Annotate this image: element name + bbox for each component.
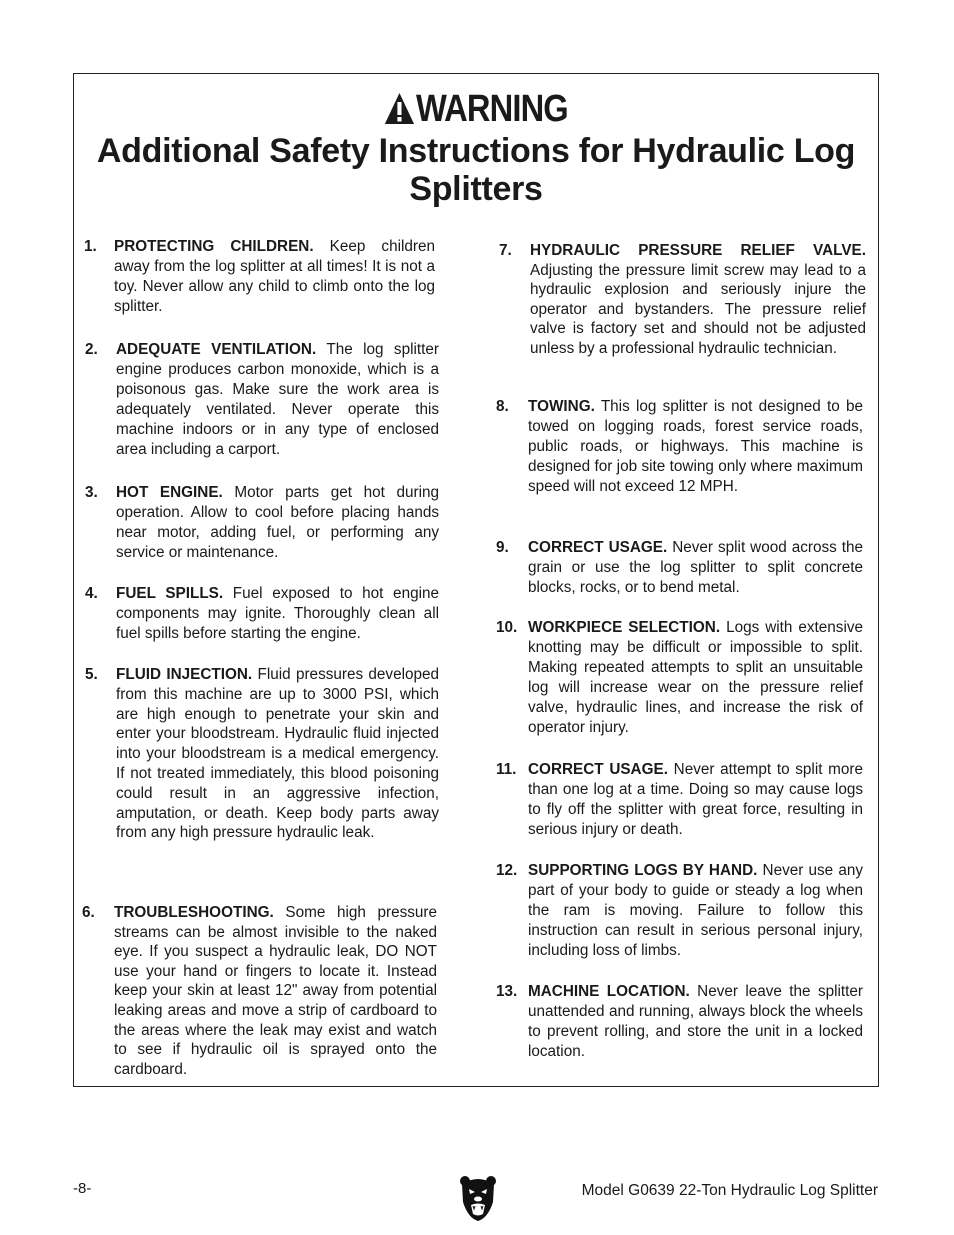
item-label: PROTECTING CHILDREN. bbox=[114, 238, 314, 255]
bear-logo-icon bbox=[458, 1172, 498, 1222]
item-label: FUEL SPILLS. bbox=[116, 585, 224, 602]
item-text: Keep children away from the log splitter at all times! It is not a toy. Never allow any child to climb onto the log splitter. bbox=[114, 238, 435, 316]
item-number: 1. bbox=[84, 238, 97, 255]
item-number: 3. bbox=[85, 484, 98, 501]
item-number: 6. bbox=[82, 904, 95, 921]
item-number: 13. bbox=[496, 983, 518, 1000]
item-label: FLUID INJECTION. bbox=[116, 666, 253, 683]
item-text: Never split wood across the grain or use the log splitter to split concrete blocks, rocks, or to bend metal. bbox=[528, 539, 863, 597]
item-text: Never attempt to split more than one log at a time. Doing so may cause logs to fly off the splitter with great force, resulting in serious injury or death. bbox=[528, 761, 864, 839]
item-text: Fuel exposed to hot engine components may ignite. Thoroughly clean all fuel spills before starting the engine. bbox=[116, 585, 439, 643]
model-name: Model G0639 22-Ton Hydraulic Log Splitter bbox=[581, 1182, 878, 1199]
item-number: 2. bbox=[85, 341, 98, 358]
item-label: ADEQUATE VENTILATION. bbox=[116, 341, 317, 358]
item-number: 10. bbox=[496, 619, 518, 636]
item-label: SUPPORTING LOGS BY HAND. bbox=[528, 862, 758, 879]
item-number: 8. bbox=[496, 398, 509, 415]
item-number: 5. bbox=[85, 666, 98, 683]
warning-triangle-icon bbox=[384, 92, 415, 125]
item-number: 4. bbox=[85, 585, 98, 602]
item-text: Fluid pressures developed from this machine are up to 3000 PSI, which are high enough to penetrate your skin and enter your bloodstream. Hydraulic fluid injected into your bloodstream is a medical emergency. If not treated immediately, this blood poisoning could result in an aggressive infection, amputation, or death. Keep body parts away from any high pressure hydraulic leak. bbox=[116, 666, 440, 842]
warning-box bbox=[73, 73, 879, 1087]
item-label: MACHINE LOCATION. bbox=[528, 983, 690, 1000]
page-title: Additional Safety Instructions for Hydraulic Log Splitters bbox=[96, 132, 856, 208]
item-label: WORKPIECE SELECTION. bbox=[528, 619, 721, 636]
item-number: 9. bbox=[496, 539, 509, 556]
item-number: 12. bbox=[496, 862, 518, 879]
item-text: Logs with extensive knotting may be difficult or impossible to split. Making repeated attempts to split an unsuitable log will increase wear on the pressure relief valve, hydraulic lines, and increase the risk of operator injury. bbox=[528, 619, 863, 737]
item-label: TOWING. bbox=[528, 398, 595, 415]
item-label: CORRECT USAGE. bbox=[528, 539, 668, 556]
item-label: TROUBLESHOOTING. bbox=[114, 904, 274, 921]
item-text: Motor parts get hot during operation. Allow to cool before placing hands near motor, adding fuel, or performing any service or maintenance. bbox=[116, 484, 439, 562]
item-label: HYDRAULIC PRESSURE RELIEF VALVE. bbox=[530, 242, 866, 259]
page-number: -8- bbox=[73, 1180, 92, 1197]
item-label: CORRECT USAGE. bbox=[528, 761, 668, 778]
item-text: Some high pressure streams can be almost invisible to the naked eye. If you suspect a hydraulic leak, DO NOT use your hand or fingers to locate it. Instead keep your skin at least 12" away from potential leaking areas and move a strip of cardboard to the areas where the leak may exist and watch to see if hydraulic oil is sprayed onto the cardboard. bbox=[114, 904, 437, 1078]
item-text: Adjusting the pressure limit screw may lead to a hydraulic explosion and seriously injure the operator and bystanders. The pressure relief valve is factory set and should not be adjusted unless by a professional hydraulic technician. bbox=[530, 261, 866, 357]
item-text: This log splitter is not designed to be towed on logging roads, forest service roads, public roads, or highways. This machine is designed for job site towing only where maximum speed will not exceed 12 MPH. bbox=[528, 398, 863, 496]
item-text: Never use any part of your body to guide or steady a log when the ram is moving. Failure to follow this instruction can result in serious personal injury, including loss of limbs. bbox=[528, 862, 863, 960]
item-label: HOT ENGINE. bbox=[116, 484, 223, 501]
item-text: Never leave the splitter unattended and running, always block the wheels to prevent rolling, and store the unit in a locked location. bbox=[528, 983, 864, 1061]
item-number: 11. bbox=[496, 761, 517, 778]
warning-label: WARNING bbox=[415, 88, 568, 130]
warning-heading bbox=[130, 88, 821, 131]
item-text: The log splitter engine produces carbon monoxide, which is a poisonous gas. Make sure the work area is adequately ventilated. Never operate this machine indoors or in any type of enclosed area including a carport. bbox=[116, 341, 439, 459]
item-number: 7. bbox=[499, 242, 512, 259]
